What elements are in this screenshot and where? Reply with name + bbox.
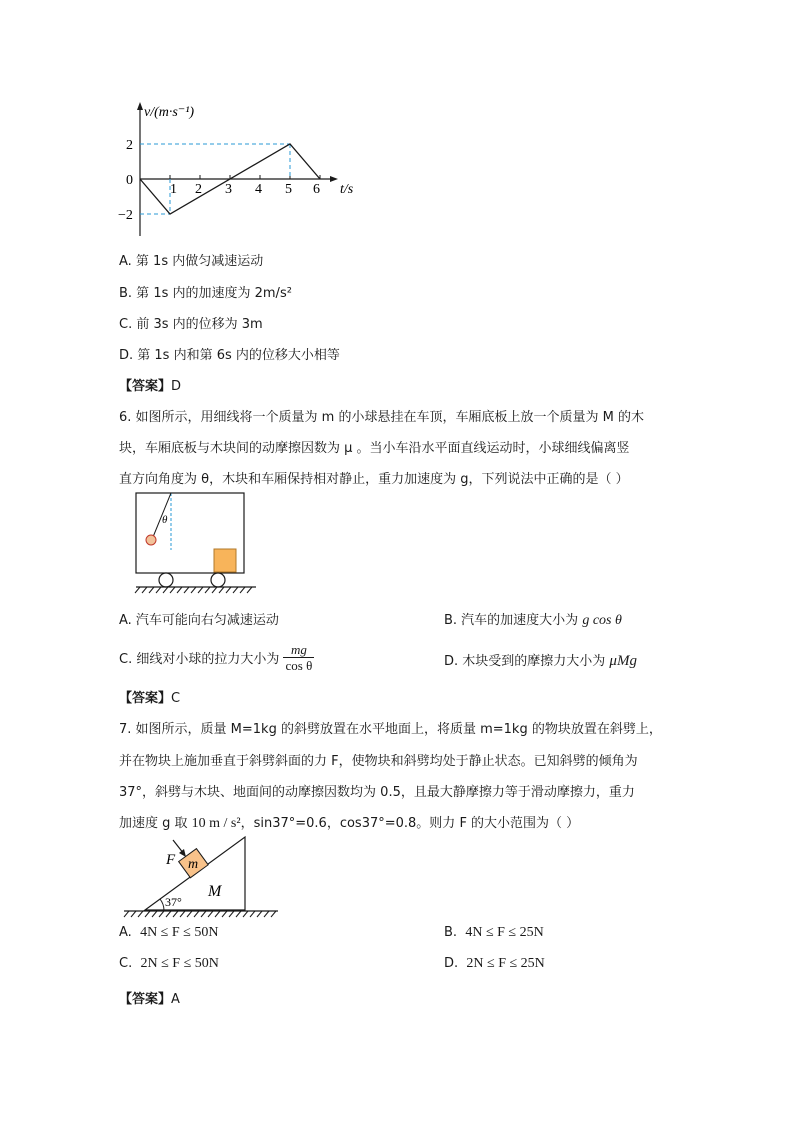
x-tick-5: 5	[285, 182, 292, 197]
q6-answer-label: 【答案】	[119, 691, 172, 706]
q6-option-b-text: B. 汽车的加速度大小为	[444, 613, 583, 628]
q7-option-b	[444, 925, 544, 941]
q7-option-c-math: 2N ≤ F ≤ 50N	[140, 956, 219, 971]
q6-option-c-text: C. 细线对小球的拉力大小为	[119, 652, 284, 667]
fraction-denominator: cos θ	[285, 658, 313, 673]
q7-stem-line2: 并在物块上施加垂直于斜劈斜面的力 F，使物块和斜劈均处于静止状态。已知斜劈的倾角为	[119, 754, 638, 769]
y-tick-neg2: −2	[118, 208, 133, 223]
x-tick-4: 4	[255, 182, 262, 197]
q6-option-c-fraction	[283, 642, 314, 673]
force-arrowhead	[179, 849, 186, 857]
q7-answer-label: 【答案】	[119, 992, 172, 1007]
vt-graph	[112, 96, 372, 241]
q5-option-b: B. 第 1s 内的加速度为 2m/s²	[119, 286, 292, 301]
q7-option-d-math: 2N ≤ F ≤ 25N	[466, 956, 545, 971]
y-axis-arrow	[137, 102, 143, 110]
ground-hatch	[135, 587, 252, 593]
q7-figure	[120, 834, 282, 918]
q5-option-a: A. 第 1s 内做匀减速运动	[119, 254, 264, 269]
block	[214, 549, 236, 572]
q6-option-b	[444, 609, 622, 629]
q7-option-a	[119, 925, 218, 941]
y-tick-0: 0	[126, 173, 133, 188]
q5-option-d: D. 第 1s 内和第 6s 内的位移大小相等	[119, 348, 340, 363]
m-label: m	[188, 857, 199, 872]
q7-option-b-math: 4N ≤ F ≤ 25N	[465, 925, 544, 940]
q6-figure	[118, 490, 263, 596]
x-axis-label: t/s	[340, 182, 354, 197]
q6-option-d-math: μMg	[609, 653, 637, 669]
q7-answer-value: A	[171, 992, 180, 1007]
fraction-numerator: mg	[283, 642, 314, 658]
q7-option-d-label: D.	[444, 956, 459, 971]
q6-option-d-text: D. 木块受到的摩擦力大小为	[444, 654, 610, 669]
y-tick-2: 2	[126, 138, 133, 153]
q5-answer-value: D	[171, 379, 182, 394]
q7-option-a-math: 4N ≤ F ≤ 50N	[140, 925, 219, 940]
q6-stem-line3: 直方向角度为 θ，木块和车厢保持相对静止，重力加速度为 g，下列说法中正确的是（ ）	[119, 472, 629, 487]
x-tick-2: 2	[195, 182, 202, 197]
x-tick-3: 3	[225, 182, 232, 197]
q7-option-c	[119, 956, 219, 972]
ground-hatch	[124, 911, 276, 917]
y-axis-label: v/(m·s⁻¹)	[144, 105, 195, 120]
q7-stem-line1: 7. 如图所示，质量 M=1kg 的斜劈放置在水平地面上，将质量 m=1kg 的物块放置在斜劈上，	[119, 722, 662, 737]
q7-option-a-label: A.	[119, 925, 132, 940]
theta-label: θ	[162, 514, 168, 526]
q6-option-c	[119, 642, 314, 673]
q6-stem-line1: 6. 如图所示，用细线将一个质量为 m 的小球悬挂在车顶，车厢底板上放一个质量为 M 的木	[119, 410, 644, 425]
q7-line4-post: ，sin37°=0.6，cos37°=0.8。则力 F 的大小范围为（ ）	[240, 816, 580, 831]
q6-answer	[119, 687, 180, 706]
q7-answer	[119, 988, 180, 1007]
q6-stem-line2: 块，车厢底板与木块间的动摩擦因数为 μ 。当小车沿水平面直线运动时，小球细线偏离竖	[119, 441, 630, 456]
q6-answer-value: C	[171, 691, 181, 706]
q5-option-c: C. 前 3s 内的位移为 3m	[119, 317, 263, 332]
q7-stem-line4	[119, 812, 579, 832]
q7-option-b-label: B.	[444, 925, 458, 940]
q6-option-b-math: g cos θ	[582, 613, 622, 628]
wheel-right	[211, 573, 225, 587]
ball	[146, 535, 156, 545]
x-tick-1: 1	[170, 182, 177, 197]
x-tick-6: 6	[313, 182, 320, 197]
q5-answer-label: 【答案】	[119, 379, 172, 394]
q5-answer	[119, 375, 181, 394]
F-label: F	[166, 852, 176, 868]
angle-label: 37°	[165, 895, 182, 909]
q7-option-c-label: C.	[119, 956, 133, 971]
q6-option-a: A. 汽车可能向右匀减速运动	[119, 613, 279, 628]
q7-line4-math: 10 m / s²	[191, 816, 241, 831]
q7-stem-line3: 37°，斜劈与木块、地面间的动摩擦因数均为 0.5，且最大静摩擦力等于滑动摩擦力，重力	[119, 785, 635, 800]
q7-line4-pre: 加速度 g 取	[119, 816, 192, 831]
x-axis-arrow	[330, 176, 338, 182]
q6-option-d	[444, 650, 637, 670]
q7-option-d	[444, 956, 545, 972]
M-label: M	[208, 883, 222, 900]
wheel-left	[159, 573, 173, 587]
x-tick-marks	[170, 175, 320, 179]
